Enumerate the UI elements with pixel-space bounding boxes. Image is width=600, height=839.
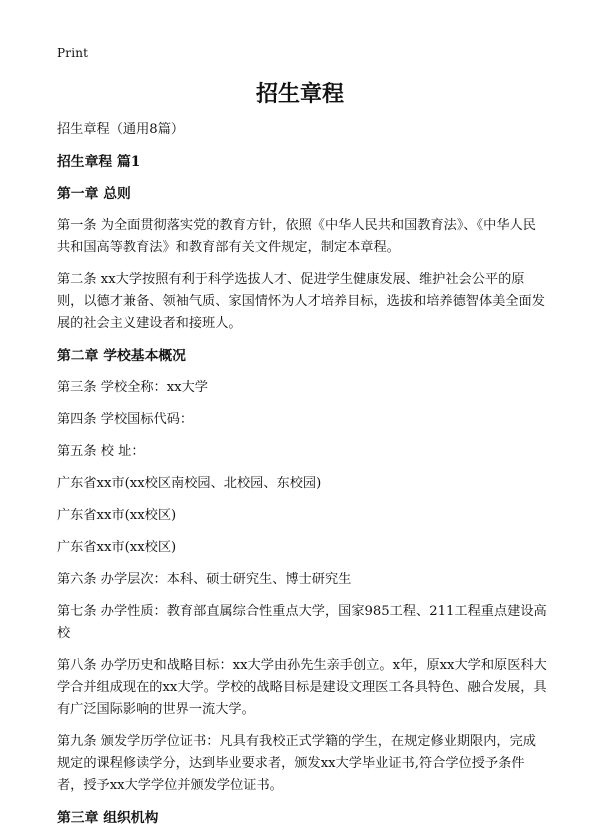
page-title: 招生章程 (255, 81, 344, 107)
article-7: 第七条 办学性质：教育部直属综合性重点大学，国家985工程、211工程重点建设高校 (57, 604, 547, 641)
section-title: 招生章程 篇1 (57, 154, 141, 170)
article-9: 第九条 颁发学历学位证书：凡具有我校正式学籍的学生，在规定修业期限内，完成规定的课程修读学分，达到毕业要求者，颁发xx大学毕业证书,符合学位授予条件者，授予xx大学学位并颁发学位证书。 (57, 734, 536, 793)
address-1: 广东省xx市(xx校区南校园、北校园、东校园) (57, 476, 322, 491)
article-1: 第一条 为全面贯彻落实党的教育方针，依照《中华人民共和国教育法》、《中华人民共和国高等教育法》和教育部有关文件规定，制定本章程。 (57, 218, 536, 255)
subtitle: 招生章程（通用8篇） (57, 122, 185, 137)
address-2: 广东省xx市(xx校区) (57, 508, 177, 523)
print-label: Print (57, 46, 89, 60)
chapter-3-heading: 第三章 组织机构 (57, 810, 159, 826)
article-3: 第三条 学校全称：xx大学 (57, 380, 208, 395)
article-6: 第六条 办学层次：本科、硕士研究生、博士研究生 (57, 572, 352, 587)
article-4: 第四条 学校国标代码： (57, 412, 194, 427)
chapter-2-heading: 第二章 学校基本概况 (57, 348, 186, 364)
article-2: 第二条 xx大学按照有利于科学选拔人才、促进学生健康发展、维护社会公平的原则，以德才兼备、领袖气质、家国情怀为人才培养目标，选拔和培养德智体美全面发展的社会主义建设者和接班人。 (57, 272, 545, 331)
chapter-1-heading: 第一章 总则 (57, 186, 131, 202)
article-5: 第五条 校 址： (57, 444, 145, 459)
address-3: 广东省xx市(xx校区) (57, 540, 177, 555)
document-body (57, 119, 547, 839)
article-8: 第八条 办学历史和战略目标：xx大学由孙先生亲手创立。x年，原xx大学和原医科大学合并组成现在的xx大学。学校的战略目标是建设文理医工各具特色、融合发展，具有广泛国际影响的世界一流大学。 (57, 658, 547, 717)
